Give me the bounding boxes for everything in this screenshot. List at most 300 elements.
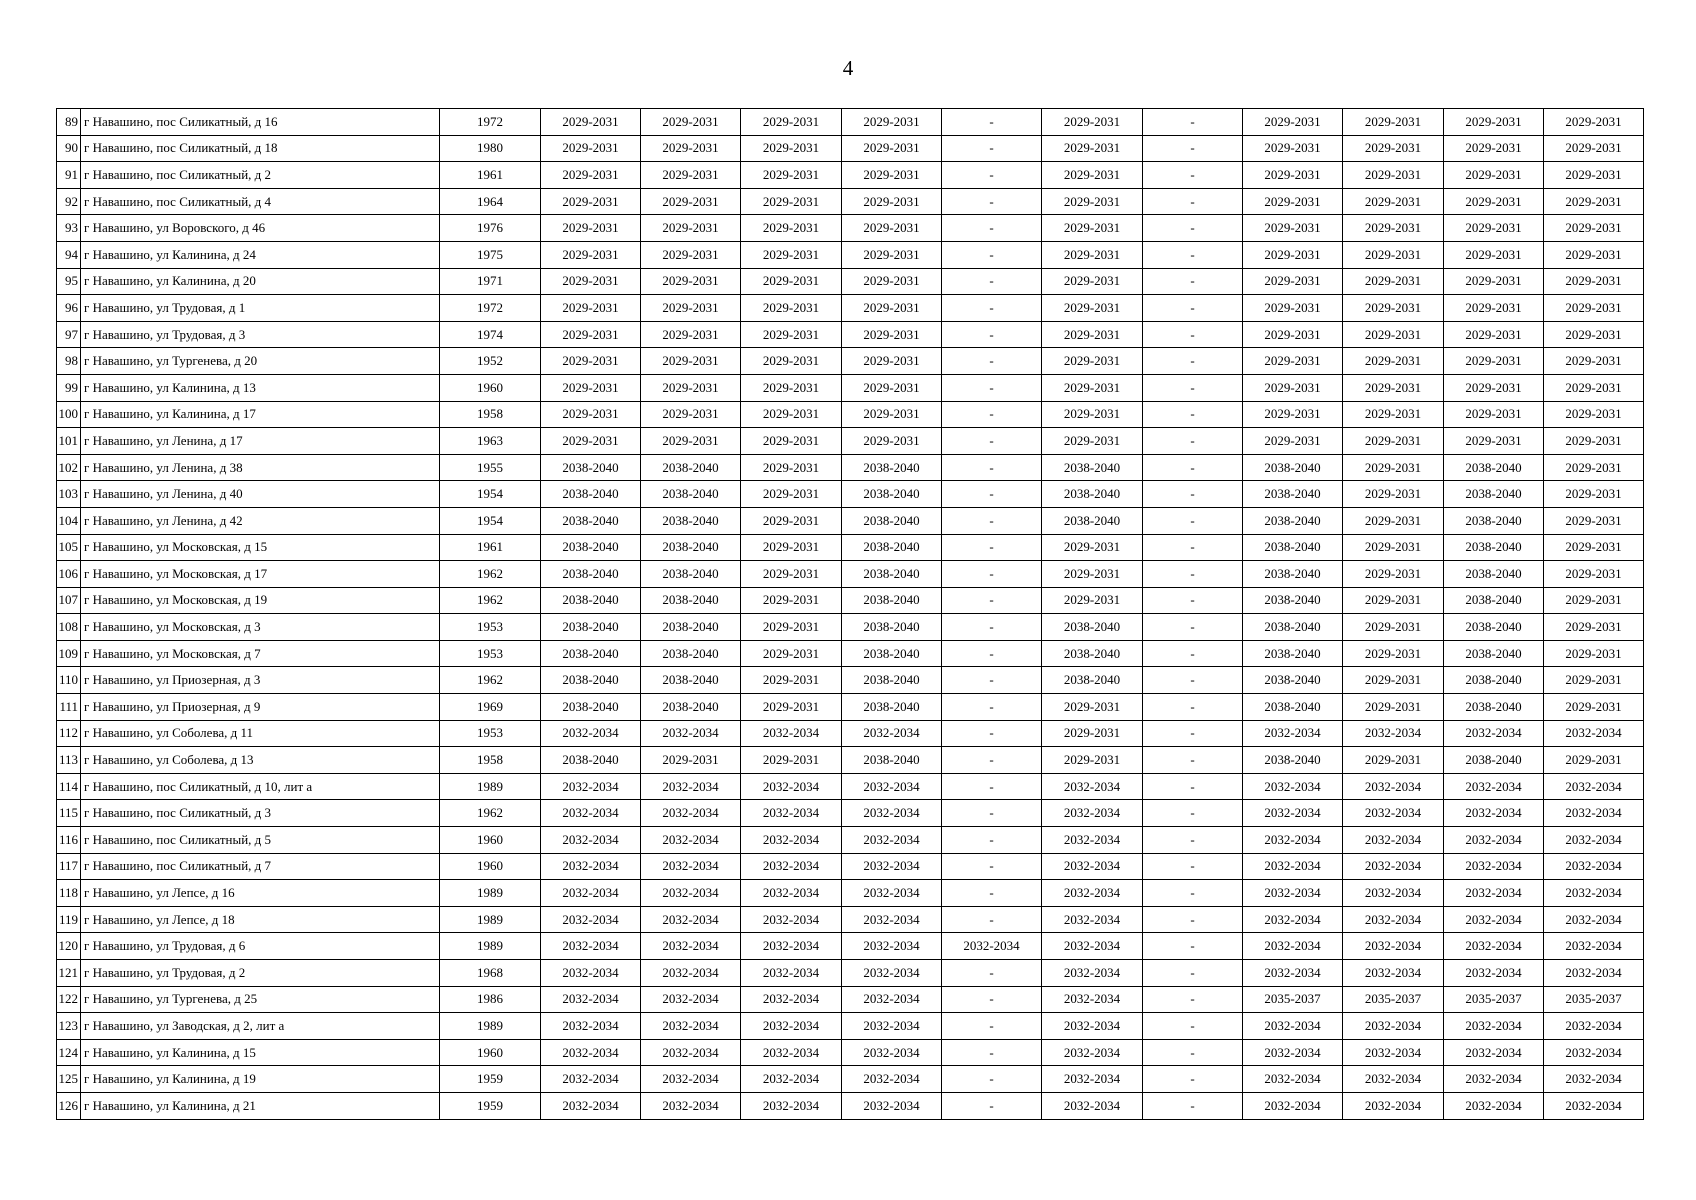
table-row [57, 321, 1644, 348]
period-cell: 2038-2040 [641, 614, 741, 641]
period-cell: 2035-2037 [1544, 986, 1644, 1013]
year-cell: 1960 [440, 853, 541, 880]
table-row [57, 747, 1644, 774]
address-cell: г Навашино, пос Силикатный, д 4 [81, 188, 440, 215]
period-cell: - [942, 321, 1042, 348]
period-cell: 2032-2034 [541, 933, 641, 960]
year-cell: 1959 [440, 1066, 541, 1093]
period-cell: 2032-2034 [942, 933, 1042, 960]
period-cell: 2029-2031 [541, 428, 641, 455]
period-cell: 2029-2031 [1544, 694, 1644, 721]
period-cell: 2029-2031 [1042, 109, 1143, 136]
period-cell: 2032-2034 [842, 1039, 942, 1066]
table-row [57, 986, 1644, 1013]
period-cell: 2029-2031 [1343, 348, 1444, 375]
year-cell: 1963 [440, 428, 541, 455]
address-cell: г Навашино, пос Силикатный, д 18 [81, 135, 440, 162]
period-cell: 2032-2034 [541, 906, 641, 933]
period-cell: - [1143, 933, 1243, 960]
period-cell: 2032-2034 [1444, 1039, 1544, 1066]
year-cell: 1953 [440, 614, 541, 641]
row-number: 105 [57, 534, 81, 561]
year-cell: 1975 [440, 241, 541, 268]
period-cell: 2032-2034 [1042, 933, 1143, 960]
row-number: 89 [57, 109, 81, 136]
table-row [57, 135, 1644, 162]
period-cell: - [1143, 428, 1243, 455]
period-cell: 2035-2037 [1343, 986, 1444, 1013]
period-cell: 2038-2040 [641, 667, 741, 694]
period-cell: - [1143, 507, 1243, 534]
period-cell: - [1143, 348, 1243, 375]
row-number: 102 [57, 454, 81, 481]
period-cell: 2038-2040 [842, 561, 942, 588]
period-cell: 2032-2034 [842, 720, 942, 747]
period-cell: 2029-2031 [1343, 374, 1444, 401]
period-cell: - [942, 747, 1042, 774]
period-cell: 2032-2034 [1343, 773, 1444, 800]
period-cell: 2032-2034 [1243, 933, 1343, 960]
period-cell: - [942, 295, 1042, 322]
period-cell: 2029-2031 [842, 321, 942, 348]
period-cell: 2032-2034 [741, 1013, 842, 1040]
table-body [57, 109, 1644, 1120]
period-cell: 2038-2040 [842, 534, 942, 561]
period-cell: 2032-2034 [1042, 800, 1143, 827]
period-cell: 2032-2034 [541, 773, 641, 800]
period-cell: 2029-2031 [1243, 428, 1343, 455]
year-cell: 1953 [440, 640, 541, 667]
table-row [57, 348, 1644, 375]
period-cell: 2038-2040 [641, 481, 741, 508]
period-cell: 2029-2031 [741, 321, 842, 348]
period-cell: 2029-2031 [741, 241, 842, 268]
table-row [57, 827, 1644, 854]
period-cell: 2032-2034 [1444, 1013, 1544, 1040]
period-cell: - [1143, 241, 1243, 268]
period-cell: 2032-2034 [1243, 1092, 1343, 1119]
period-cell: 2032-2034 [741, 1039, 842, 1066]
period-cell: 2029-2031 [1243, 348, 1343, 375]
period-cell: 2032-2034 [1544, 800, 1644, 827]
row-number: 123 [57, 1013, 81, 1040]
period-cell: 2029-2031 [1444, 401, 1544, 428]
address-cell: г Навашино, ул Ленина, д 17 [81, 428, 440, 455]
period-cell: 2032-2034 [541, 720, 641, 747]
period-cell: 2029-2031 [541, 401, 641, 428]
period-cell: 2032-2034 [741, 906, 842, 933]
period-cell: 2029-2031 [1444, 215, 1544, 242]
period-cell: 2029-2031 [641, 162, 741, 189]
row-number: 106 [57, 561, 81, 588]
period-cell: 2029-2031 [1243, 109, 1343, 136]
period-cell: 2032-2034 [541, 960, 641, 987]
address-cell: г Навашино, ул Приозерная, д 9 [81, 694, 440, 721]
repair-schedule-table [56, 108, 1644, 1120]
period-cell: - [1143, 162, 1243, 189]
period-cell: - [942, 1066, 1042, 1093]
period-cell: 2038-2040 [641, 507, 741, 534]
period-cell: 2029-2031 [1343, 534, 1444, 561]
page-number: 4 [842, 56, 854, 80]
period-cell: 2029-2031 [1042, 268, 1143, 295]
period-cell: 2038-2040 [641, 561, 741, 588]
year-cell: 1960 [440, 827, 541, 854]
period-cell: 2032-2034 [1343, 853, 1444, 880]
period-cell: 2032-2034 [1444, 853, 1544, 880]
period-cell: 2032-2034 [641, 720, 741, 747]
period-cell: 2029-2031 [1243, 162, 1343, 189]
period-cell: 2029-2031 [541, 188, 641, 215]
period-cell: - [1143, 853, 1243, 880]
period-cell: 2038-2040 [1444, 587, 1544, 614]
table-row [57, 241, 1644, 268]
period-cell: 2038-2040 [541, 454, 641, 481]
period-cell: 2029-2031 [1544, 481, 1644, 508]
period-cell: 2029-2031 [1243, 268, 1343, 295]
period-cell: - [1143, 880, 1243, 907]
period-cell: 2032-2034 [842, 853, 942, 880]
period-cell: 2029-2031 [741, 401, 842, 428]
period-cell: 2029-2031 [741, 428, 842, 455]
table-row [57, 720, 1644, 747]
address-cell: г Навашино, ул Лепсе, д 18 [81, 906, 440, 933]
table-row [57, 561, 1644, 588]
period-cell: - [942, 773, 1042, 800]
period-cell: 2029-2031 [741, 109, 842, 136]
period-cell: 2032-2034 [1042, 1013, 1143, 1040]
period-cell: - [942, 428, 1042, 455]
period-cell: 2032-2034 [641, 853, 741, 880]
table-row [57, 1092, 1644, 1119]
period-cell: 2029-2031 [1343, 188, 1444, 215]
period-cell: 2032-2034 [1243, 960, 1343, 987]
period-cell: - [1143, 374, 1243, 401]
row-number: 116 [57, 827, 81, 854]
table-row [57, 188, 1644, 215]
table-row [57, 507, 1644, 534]
row-number: 109 [57, 640, 81, 667]
table-row [57, 1013, 1644, 1040]
period-cell: 2029-2031 [842, 215, 942, 242]
year-cell: 1964 [440, 188, 541, 215]
year-cell: 1953 [440, 720, 541, 747]
period-cell: 2029-2031 [1544, 534, 1644, 561]
period-cell: 2038-2040 [1243, 481, 1343, 508]
period-cell: 2032-2034 [641, 960, 741, 987]
row-number: 125 [57, 1066, 81, 1093]
period-cell: - [1143, 667, 1243, 694]
period-cell: 2029-2031 [1544, 241, 1644, 268]
period-cell: 2038-2040 [842, 481, 942, 508]
period-cell: 2032-2034 [1444, 720, 1544, 747]
period-cell: 2038-2040 [541, 507, 641, 534]
table-row [57, 933, 1644, 960]
address-cell: г Навашино, ул Трудовая, д 1 [81, 295, 440, 322]
period-cell: 2038-2040 [1243, 534, 1343, 561]
period-cell: - [1143, 720, 1243, 747]
period-cell: 2029-2031 [1544, 747, 1644, 774]
period-cell: - [1143, 401, 1243, 428]
period-cell: 2032-2034 [1243, 800, 1343, 827]
period-cell: 2029-2031 [842, 109, 942, 136]
address-cell: г Навашино, ул Трудовая, д 3 [81, 321, 440, 348]
address-cell: г Навашино, ул Калинина, д 24 [81, 241, 440, 268]
row-number: 100 [57, 401, 81, 428]
period-cell: 2032-2034 [842, 773, 942, 800]
period-cell: 2032-2034 [1343, 933, 1444, 960]
row-number: 93 [57, 215, 81, 242]
period-cell: 2032-2034 [842, 800, 942, 827]
period-cell: 2029-2031 [1042, 694, 1143, 721]
period-cell: 2029-2031 [1243, 321, 1343, 348]
period-cell: 2038-2040 [1042, 614, 1143, 641]
period-cell: 2029-2031 [1544, 587, 1644, 614]
address-cell: г Навашино, ул Московская, д 19 [81, 587, 440, 614]
period-cell: 2029-2031 [541, 348, 641, 375]
address-cell: г Навашино, ул Московская, д 7 [81, 640, 440, 667]
period-cell: 2029-2031 [1544, 374, 1644, 401]
period-cell: 2032-2034 [1243, 1039, 1343, 1066]
period-cell: 2029-2031 [741, 295, 842, 322]
period-cell: 2032-2034 [1444, 800, 1544, 827]
period-cell: - [942, 241, 1042, 268]
period-cell: 2029-2031 [1042, 162, 1143, 189]
period-cell: 2032-2034 [541, 1092, 641, 1119]
period-cell: - [1143, 640, 1243, 667]
period-cell: 2032-2034 [741, 853, 842, 880]
period-cell: 2032-2034 [641, 1092, 741, 1119]
period-cell: 2032-2034 [1444, 880, 1544, 907]
period-cell: 2029-2031 [641, 135, 741, 162]
period-cell: - [942, 215, 1042, 242]
address-cell: г Навашино, ул Трудовая, д 2 [81, 960, 440, 987]
period-cell: 2038-2040 [641, 640, 741, 667]
period-cell: - [942, 561, 1042, 588]
row-number: 108 [57, 614, 81, 641]
period-cell: 2029-2031 [1544, 215, 1644, 242]
period-cell: 2029-2031 [1042, 561, 1143, 588]
address-cell: г Навашино, пос Силикатный, д 16 [81, 109, 440, 136]
period-cell: - [1143, 454, 1243, 481]
period-cell: 2032-2034 [641, 933, 741, 960]
address-cell: г Навашино, ул Московская, д 17 [81, 561, 440, 588]
period-cell: 2032-2034 [641, 906, 741, 933]
period-cell: 2038-2040 [541, 614, 641, 641]
period-cell: 2029-2031 [1042, 401, 1143, 428]
period-cell: 2032-2034 [842, 933, 942, 960]
period-cell: 2029-2031 [541, 374, 641, 401]
period-cell: 2038-2040 [1243, 640, 1343, 667]
period-cell: 2029-2031 [741, 747, 842, 774]
period-cell: 2029-2031 [1042, 587, 1143, 614]
period-cell: 2029-2031 [1343, 295, 1444, 322]
period-cell: 2038-2040 [1444, 640, 1544, 667]
period-cell: 2032-2034 [1042, 906, 1143, 933]
period-cell: - [942, 800, 1042, 827]
row-number: 113 [57, 747, 81, 774]
period-cell: 2032-2034 [741, 880, 842, 907]
address-cell: г Навашино, ул Соболева, д 11 [81, 720, 440, 747]
row-number: 117 [57, 853, 81, 880]
row-number: 126 [57, 1092, 81, 1119]
period-cell: 2032-2034 [641, 1066, 741, 1093]
period-cell: 2029-2031 [641, 428, 741, 455]
period-cell: 2038-2040 [1243, 614, 1343, 641]
period-cell: 2029-2031 [1042, 241, 1143, 268]
period-cell: 2029-2031 [541, 241, 641, 268]
period-cell: 2029-2031 [1444, 135, 1544, 162]
table-row [57, 800, 1644, 827]
period-cell: 2038-2040 [541, 694, 641, 721]
period-cell: - [942, 986, 1042, 1013]
period-cell: 2038-2040 [1042, 667, 1143, 694]
year-cell: 1960 [440, 1039, 541, 1066]
period-cell: 2029-2031 [842, 295, 942, 322]
period-cell: 2038-2040 [842, 454, 942, 481]
period-cell: 2029-2031 [541, 295, 641, 322]
address-cell: г Навашино, пос Силикатный, д 7 [81, 853, 440, 880]
period-cell: 2029-2031 [1544, 614, 1644, 641]
period-cell: - [942, 135, 1042, 162]
period-cell: 2029-2031 [1444, 188, 1544, 215]
period-cell: 2032-2034 [741, 933, 842, 960]
table-row [57, 109, 1644, 136]
period-cell: 2032-2034 [1343, 827, 1444, 854]
table-row [57, 587, 1644, 614]
period-cell: 2032-2034 [741, 1092, 842, 1119]
period-cell: 2029-2031 [1343, 401, 1444, 428]
period-cell: 2035-2037 [1444, 986, 1544, 1013]
table-row [57, 268, 1644, 295]
period-cell: 2032-2034 [741, 720, 842, 747]
address-cell: г Навашино, ул Тургенева, д 20 [81, 348, 440, 375]
period-cell: 2038-2040 [1444, 747, 1544, 774]
table-row [57, 667, 1644, 694]
period-cell: 2032-2034 [1444, 1092, 1544, 1119]
row-number: 107 [57, 587, 81, 614]
period-cell: 2029-2031 [1042, 747, 1143, 774]
row-number: 103 [57, 481, 81, 508]
period-cell: 2032-2034 [842, 986, 942, 1013]
period-cell: - [1143, 614, 1243, 641]
period-cell: 2029-2031 [1544, 401, 1644, 428]
period-cell: 2032-2034 [1544, 827, 1644, 854]
period-cell: 2038-2040 [1243, 747, 1343, 774]
period-cell: 2038-2040 [842, 507, 942, 534]
period-cell: - [1143, 773, 1243, 800]
period-cell: 2032-2034 [641, 773, 741, 800]
table-row [57, 614, 1644, 641]
address-cell: г Навашино, ул Приозерная, д 3 [81, 667, 440, 694]
period-cell: 2032-2034 [741, 960, 842, 987]
period-cell: 2029-2031 [641, 109, 741, 136]
period-cell: - [942, 960, 1042, 987]
year-cell: 1974 [440, 321, 541, 348]
period-cell: 2032-2034 [1343, 720, 1444, 747]
period-cell: - [1143, 1066, 1243, 1093]
period-cell: 2038-2040 [1444, 454, 1544, 481]
year-cell: 1959 [440, 1092, 541, 1119]
period-cell: 2032-2034 [541, 1013, 641, 1040]
row-number: 110 [57, 667, 81, 694]
address-cell: г Навашино, ул Лепсе, д 16 [81, 880, 440, 907]
period-cell: 2032-2034 [641, 827, 741, 854]
period-cell: - [1143, 587, 1243, 614]
period-cell: 2032-2034 [842, 827, 942, 854]
period-cell: 2032-2034 [1544, 906, 1644, 933]
period-cell: 2029-2031 [741, 162, 842, 189]
table-row [57, 481, 1644, 508]
period-cell: 2029-2031 [842, 241, 942, 268]
period-cell: 2032-2034 [541, 800, 641, 827]
period-cell: 2029-2031 [541, 215, 641, 242]
period-cell: - [942, 162, 1042, 189]
period-cell: - [1143, 1092, 1243, 1119]
period-cell: 2029-2031 [641, 401, 741, 428]
year-cell: 1989 [440, 933, 541, 960]
period-cell: 2029-2031 [1343, 747, 1444, 774]
period-cell: 2029-2031 [641, 374, 741, 401]
period-cell: - [1143, 960, 1243, 987]
period-cell: 2029-2031 [1243, 374, 1343, 401]
table-row [57, 215, 1644, 242]
year-cell: 1954 [440, 481, 541, 508]
period-cell: - [1143, 268, 1243, 295]
period-cell: 2029-2031 [741, 667, 842, 694]
year-cell: 1961 [440, 534, 541, 561]
row-number: 104 [57, 507, 81, 534]
period-cell: - [942, 268, 1042, 295]
period-cell: 2032-2034 [1343, 906, 1444, 933]
table-row [57, 853, 1644, 880]
period-cell: 2038-2040 [541, 534, 641, 561]
row-number: 121 [57, 960, 81, 987]
year-cell: 1961 [440, 162, 541, 189]
period-cell: 2029-2031 [1343, 321, 1444, 348]
year-cell: 1989 [440, 773, 541, 800]
period-cell: 2029-2031 [1343, 162, 1444, 189]
period-cell: 2029-2031 [1343, 268, 1444, 295]
period-cell: 2038-2040 [641, 587, 741, 614]
period-cell: 2038-2040 [541, 747, 641, 774]
period-cell: 2029-2031 [1444, 241, 1544, 268]
table-row [57, 906, 1644, 933]
year-cell: 1968 [440, 960, 541, 987]
period-cell: 2032-2034 [541, 853, 641, 880]
period-cell: 2038-2040 [541, 667, 641, 694]
period-cell: - [1143, 906, 1243, 933]
address-cell: г Навашино, ул Ленина, д 40 [81, 481, 440, 508]
period-cell: 2029-2031 [1444, 268, 1544, 295]
table-row [57, 694, 1644, 721]
period-cell: 2029-2031 [741, 454, 842, 481]
row-number: 91 [57, 162, 81, 189]
period-cell: 2032-2034 [1243, 880, 1343, 907]
period-cell: 2029-2031 [641, 295, 741, 322]
row-number: 92 [57, 188, 81, 215]
period-cell: 2038-2040 [641, 694, 741, 721]
period-cell: 2029-2031 [1444, 162, 1544, 189]
period-cell: 2029-2031 [641, 188, 741, 215]
period-cell: 2029-2031 [1343, 428, 1444, 455]
address-cell: г Навашино, пос Силикатный, д 3 [81, 800, 440, 827]
period-cell: 2032-2034 [541, 986, 641, 1013]
period-cell: - [942, 614, 1042, 641]
period-cell: 2032-2034 [1042, 1039, 1143, 1066]
period-cell: 2038-2040 [1042, 481, 1143, 508]
period-cell: 2032-2034 [1343, 1066, 1444, 1093]
